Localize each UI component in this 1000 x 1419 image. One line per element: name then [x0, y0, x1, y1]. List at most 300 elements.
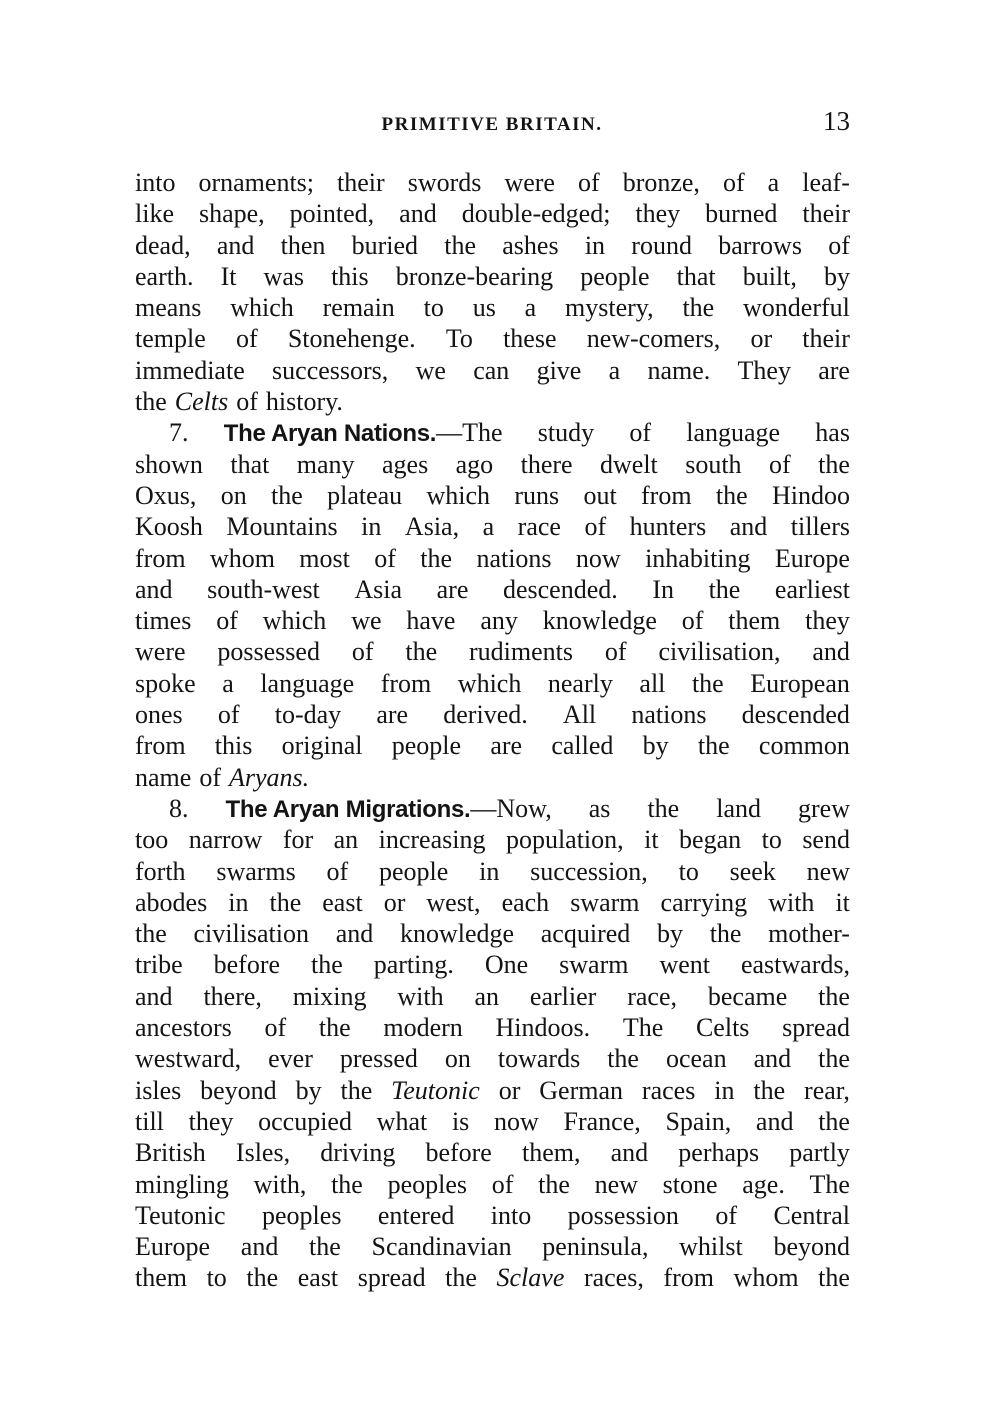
- word: is: [451, 1106, 470, 1136]
- word: to: [206, 1263, 227, 1293]
- word: beyond: [200, 1075, 277, 1105]
- word: barrows: [718, 230, 802, 260]
- text-line: [135, 386, 850, 417]
- word: we: [415, 355, 446, 385]
- word: grew: [798, 793, 850, 823]
- word: the: [708, 574, 741, 604]
- word: east: [297, 1263, 339, 1293]
- word: ages: [381, 449, 429, 479]
- section-heading: The Aryan Migrations.: [225, 795, 471, 823]
- word: people: [580, 261, 650, 291]
- word: with: [397, 981, 444, 1011]
- word: runs: [514, 480, 560, 510]
- word: The: [622, 1013, 664, 1043]
- word: German: [539, 1075, 624, 1105]
- word: on: [444, 1044, 471, 1074]
- word: of: [236, 387, 258, 417]
- word: were: [504, 168, 555, 197]
- word: entered: [377, 1200, 455, 1230]
- word: Celts: [695, 1013, 750, 1043]
- word: and: [240, 1232, 279, 1262]
- word: Scandinavian: [371, 1232, 512, 1262]
- word: abodes: [135, 887, 208, 917]
- word: ocean: [665, 1044, 727, 1074]
- word: bronze,: [622, 168, 700, 197]
- word: we: [351, 606, 382, 636]
- word: as: [588, 793, 611, 823]
- word: Asia: [354, 574, 403, 604]
- word: 8.: [169, 793, 189, 823]
- word: eastwards,: [740, 950, 850, 980]
- text-line: [135, 198, 850, 229]
- word: knowledge: [399, 919, 515, 949]
- text-line: [135, 323, 850, 354]
- word: in: [714, 1075, 735, 1105]
- word: and: [335, 919, 374, 949]
- word: spread: [357, 1263, 426, 1293]
- text-line: [135, 1012, 850, 1043]
- word: and: [753, 1044, 792, 1074]
- word: or: [750, 324, 773, 354]
- heading-run: [226, 793, 552, 824]
- text-line: [135, 856, 850, 887]
- word: All: [562, 700, 597, 730]
- word: of: [722, 168, 745, 197]
- word: by: [642, 731, 669, 761]
- word: of: [217, 700, 240, 730]
- word: occupied: [258, 1106, 352, 1136]
- text-line: [135, 449, 850, 480]
- word: new-comers,: [586, 324, 721, 354]
- word: then: [280, 230, 326, 260]
- word: which: [262, 606, 327, 636]
- word: ashes: [502, 230, 559, 260]
- text-line: [135, 918, 850, 949]
- word: modern: [383, 1013, 463, 1043]
- word: the: [269, 887, 302, 917]
- word: before: [213, 950, 281, 980]
- word: the: [309, 1232, 341, 1262]
- word: called: [551, 731, 614, 761]
- word: these: [503, 324, 557, 354]
- word: study: [537, 418, 595, 448]
- word: spread: [782, 1013, 850, 1043]
- word: remain: [322, 293, 395, 323]
- word: that: [230, 449, 270, 479]
- word: the: [340, 1075, 373, 1105]
- word: One: [484, 950, 529, 980]
- word: stone: [662, 1169, 718, 1199]
- word: They: [737, 355, 791, 385]
- word: swarm: [559, 950, 629, 980]
- word: British: [135, 1138, 206, 1168]
- word: shape,: [198, 199, 265, 229]
- text-line: [135, 668, 850, 699]
- page-number: 13: [823, 106, 850, 136]
- word: hunters: [629, 512, 707, 542]
- text-line: [135, 636, 850, 667]
- word: of: [216, 606, 238, 636]
- word: Isles,: [235, 1138, 291, 1168]
- word: ornaments;: [198, 168, 315, 197]
- text-line: [135, 949, 850, 980]
- word: there,: [203, 981, 262, 1011]
- word: most: [299, 543, 350, 573]
- word: were: [135, 637, 186, 667]
- word: has: [815, 418, 850, 448]
- word: to: [423, 293, 444, 323]
- word: and: [755, 1106, 794, 1136]
- word: their: [802, 324, 850, 354]
- word: earth.: [135, 261, 194, 291]
- word: it: [644, 825, 659, 855]
- heading-run: [224, 417, 503, 448]
- text-line: [135, 699, 850, 730]
- word: or: [498, 1075, 521, 1105]
- word: this: [331, 261, 369, 291]
- word: Teutonic: [135, 1200, 226, 1230]
- word: from: [135, 731, 186, 761]
- word: of: [577, 168, 600, 197]
- word: Central: [773, 1200, 850, 1230]
- word: possessed: [217, 637, 320, 667]
- word: was: [263, 261, 304, 291]
- word: whom: [733, 1263, 799, 1293]
- word: mixing: [292, 981, 367, 1011]
- word: knowledge: [542, 606, 657, 636]
- text-line: [135, 167, 850, 198]
- word: succession,: [530, 856, 648, 886]
- text-line: [135, 261, 850, 292]
- word: and: [812, 637, 850, 667]
- word: rear,: [804, 1075, 850, 1105]
- word: the: [753, 1075, 786, 1105]
- word: the: [691, 668, 724, 698]
- word: for: [282, 825, 314, 855]
- word: peoples: [262, 1200, 342, 1230]
- word: the: [271, 480, 303, 510]
- text-line: [135, 981, 850, 1012]
- text-line: [135, 543, 850, 574]
- word: race,: [627, 981, 677, 1011]
- word: the: [445, 1263, 477, 1293]
- word: towards: [497, 1044, 581, 1074]
- text-line: [135, 417, 850, 448]
- word: there: [520, 449, 573, 479]
- word: nearly: [547, 668, 613, 698]
- italic-term: Celts: [174, 387, 229, 417]
- word: and: [216, 230, 255, 260]
- word: by: [656, 919, 683, 949]
- word: which: [457, 668, 522, 698]
- word: Asia,: [404, 512, 460, 542]
- word: and: [135, 981, 173, 1011]
- word: whilst: [679, 1232, 743, 1262]
- word: of: [769, 449, 791, 479]
- word: —Now,: [470, 793, 552, 823]
- word: name.: [647, 355, 711, 385]
- word: are: [376, 700, 409, 730]
- word: them,: [521, 1138, 581, 1168]
- word: many: [296, 449, 355, 479]
- word: they: [635, 199, 681, 229]
- word: parting.: [373, 950, 454, 980]
- word: of: [629, 418, 652, 448]
- word: 7.: [169, 418, 189, 448]
- text-line: [135, 730, 850, 761]
- word: to-day: [274, 700, 342, 730]
- word: race: [517, 512, 561, 542]
- word: of: [828, 230, 850, 260]
- text-line: [135, 1169, 850, 1200]
- word: now: [575, 543, 621, 573]
- text-line: [135, 480, 850, 511]
- word: mingling: [135, 1169, 229, 1199]
- word: the: [538, 1169, 570, 1199]
- word: and: [135, 574, 173, 604]
- italic-term: Aryans.: [228, 762, 310, 792]
- text-line: [135, 230, 850, 261]
- word: beyond: [773, 1232, 850, 1262]
- word: civilisation,: [658, 637, 781, 667]
- word: plateau: [327, 480, 403, 510]
- word: Spain,: [665, 1106, 732, 1136]
- text-line: [135, 824, 850, 855]
- text-line: [135, 574, 850, 605]
- word: swarm: [570, 887, 640, 917]
- word: them: [728, 606, 781, 636]
- word: common: [758, 731, 850, 761]
- word: original: [281, 731, 363, 761]
- word: round: [631, 230, 692, 260]
- text-line: [135, 1043, 850, 1074]
- word: nations: [631, 700, 707, 730]
- word: earlier: [529, 981, 597, 1011]
- word: on: [220, 480, 247, 510]
- word: population,: [505, 825, 624, 855]
- word: are: [436, 574, 469, 604]
- word: from: [135, 543, 186, 573]
- word: have: [406, 606, 456, 636]
- word: ago: [455, 449, 494, 479]
- word: of: [351, 637, 374, 667]
- word: language: [260, 668, 355, 698]
- word: with: [768, 887, 815, 917]
- word: it: [835, 887, 850, 917]
- word: land: [716, 793, 761, 823]
- word: began: [679, 825, 742, 855]
- word: pressed: [339, 1044, 418, 1074]
- word: new: [806, 856, 850, 886]
- word: to: [761, 825, 782, 855]
- word: too: [135, 825, 169, 855]
- word: before: [425, 1138, 492, 1168]
- word: language: [686, 418, 781, 448]
- word: the: [135, 919, 167, 949]
- word: till: [135, 1106, 164, 1136]
- word: the: [311, 950, 343, 980]
- word: of: [681, 606, 704, 636]
- word: in: [228, 887, 249, 917]
- word: send: [802, 825, 850, 855]
- word: buried: [351, 230, 419, 260]
- word: times: [135, 606, 192, 636]
- word: peninsula,: [542, 1232, 649, 1262]
- word: are: [818, 355, 850, 385]
- word: a: [524, 293, 537, 323]
- word: To: [445, 324, 473, 354]
- word: and: [399, 199, 437, 229]
- word: derived.: [443, 700, 528, 730]
- word: mystery,: [565, 293, 654, 323]
- word: by: [295, 1075, 322, 1105]
- word: the: [135, 387, 167, 417]
- word: in: [479, 856, 500, 886]
- word: mother-: [768, 919, 850, 949]
- word: age.: [742, 1169, 785, 1199]
- word: name: [135, 762, 192, 792]
- word: from: [663, 1263, 714, 1293]
- word: an: [474, 981, 500, 1011]
- word: possession: [567, 1200, 679, 1230]
- word: tillers: [790, 512, 850, 542]
- word: the: [318, 1013, 351, 1043]
- text-line: [135, 1106, 850, 1137]
- word: people: [391, 731, 462, 761]
- word: Koosh: [135, 512, 203, 542]
- word: Mountains: [226, 512, 338, 542]
- word: of: [326, 856, 349, 886]
- word: the: [715, 480, 748, 510]
- text-line: [135, 1262, 850, 1293]
- word: Stonehenge.: [287, 324, 416, 354]
- word: dead,: [135, 230, 191, 260]
- word: us: [472, 293, 496, 323]
- word: temple: [135, 324, 206, 354]
- word: of: [491, 1169, 514, 1199]
- word: east: [322, 887, 363, 917]
- word: earliest: [774, 574, 850, 604]
- word: races,: [583, 1263, 644, 1293]
- word: pointed,: [289, 199, 375, 229]
- word: the: [818, 981, 850, 1011]
- running-head: [134, 104, 850, 144]
- word: descended: [741, 700, 850, 730]
- word: the: [647, 793, 680, 823]
- word: an: [333, 825, 359, 855]
- text-line: [135, 511, 850, 542]
- word: any: [480, 606, 518, 636]
- word: driving: [320, 1138, 396, 1168]
- word: spoke: [135, 668, 196, 698]
- word: what: [376, 1106, 428, 1136]
- word: they: [805, 606, 850, 636]
- word: means: [135, 293, 202, 323]
- body-text: [135, 167, 850, 1294]
- italic-term: Teutonic: [391, 1075, 480, 1105]
- word: peoples: [387, 1169, 467, 1199]
- word: isles: [135, 1075, 182, 1105]
- word: The: [809, 1169, 850, 1199]
- word: give: [536, 355, 582, 385]
- word: the: [405, 637, 438, 667]
- word: the: [246, 1263, 279, 1293]
- word: of: [374, 543, 396, 573]
- word: ones: [135, 700, 183, 730]
- word: forth: [135, 856, 186, 886]
- word: the: [420, 543, 453, 573]
- word: races: [641, 1075, 696, 1105]
- word: the: [607, 1044, 639, 1074]
- word: the: [444, 230, 477, 260]
- word: wonderful: [743, 293, 850, 323]
- word: double-edged;: [461, 199, 611, 229]
- text-line: [135, 605, 850, 636]
- word: or: [383, 887, 406, 917]
- word: which: [230, 293, 294, 323]
- word: from: [641, 480, 692, 510]
- italic-term: Sclave: [496, 1263, 565, 1293]
- word: nations: [476, 543, 552, 573]
- word: dwelt: [600, 449, 658, 479]
- word: they: [188, 1106, 234, 1136]
- word: acquired: [540, 919, 631, 949]
- word: a: [482, 512, 495, 542]
- word: are: [490, 731, 523, 761]
- word: tribe: [135, 950, 183, 980]
- word: a: [608, 355, 621, 385]
- word: them: [135, 1263, 187, 1293]
- word: immediate: [135, 355, 245, 385]
- word: Hindoos.: [495, 1013, 591, 1043]
- word: all: [639, 668, 666, 698]
- word: Oxus,: [135, 480, 197, 510]
- word: by: [823, 261, 850, 291]
- word: whom: [209, 543, 275, 573]
- word: and: [729, 512, 768, 542]
- word: the: [682, 293, 715, 323]
- word: of: [199, 762, 221, 792]
- word: of: [235, 324, 258, 354]
- word: west,: [426, 887, 481, 917]
- word: that: [676, 261, 716, 291]
- word: from: [380, 668, 432, 698]
- word: In: [652, 574, 674, 604]
- text-line: [135, 1137, 850, 1168]
- word: increasing: [378, 825, 486, 855]
- word: history.: [265, 387, 343, 417]
- word: built,: [742, 261, 797, 291]
- word: swords: [407, 168, 482, 197]
- word: seek: [729, 856, 776, 886]
- word: Europe: [774, 543, 850, 573]
- word: of: [604, 637, 627, 667]
- running-title: PRIMITIVE BRITAIN.: [381, 114, 603, 135]
- word: leaf-: [802, 168, 850, 197]
- word: south-west: [207, 574, 320, 604]
- word: of: [264, 1013, 287, 1043]
- word: ever: [268, 1044, 313, 1074]
- word: successors,: [272, 355, 389, 385]
- word: European: [750, 668, 850, 698]
- word: a: [767, 168, 780, 197]
- word: of: [715, 1200, 738, 1230]
- word: the: [709, 919, 742, 949]
- word: civilisation: [193, 919, 310, 949]
- word: the: [818, 1106, 850, 1136]
- word: It: [220, 261, 237, 291]
- section-heading: The Aryan Nations.: [223, 420, 437, 448]
